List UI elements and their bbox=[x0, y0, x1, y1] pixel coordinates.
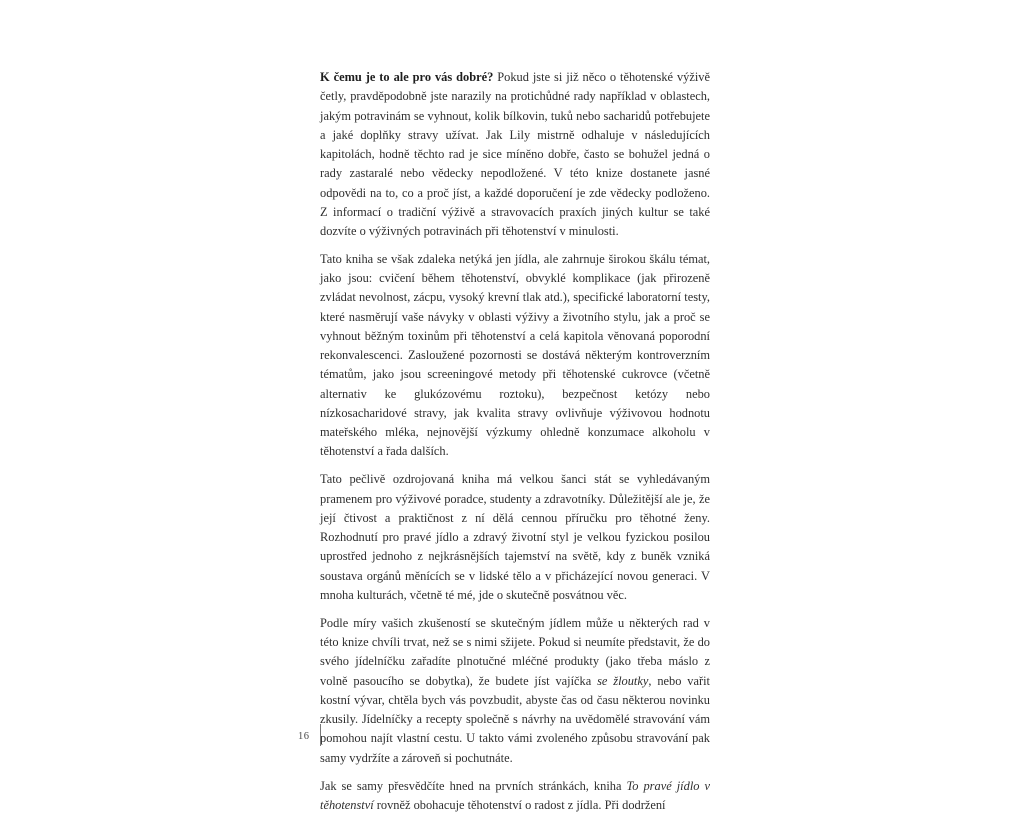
paragraph-2 bbox=[320, 250, 710, 462]
paragraph-text: Jak se samy přesvědčíte hned na prvních stránkách, kniha bbox=[320, 779, 627, 793]
body-text bbox=[320, 68, 710, 815]
paragraph-4 bbox=[320, 614, 710, 768]
paragraph-5 bbox=[320, 777, 710, 815]
book-title-emphasis: To pravé jídlo v těhotenství bbox=[320, 779, 710, 812]
paragraph-1 bbox=[320, 68, 710, 241]
paragraph-text: Tato kniha se však zdaleka netýká jen jídla, ale zahrnuje širokou škálu témat, jako jsou: cvičení během těhotenství, obvyklé komplikace (jak přirozeně zvládat nevolnost, zácpu, vysoký krevní tlak atd.), specifické laboratorní testy, které nasměrují vaše návyky v oblasti výživy a životního stylu, jak a proč se vyhnout běžným toxinům při těhotenství a celá kapitola věnovaná poporodní rekonvalescenci. Zasloužené pozornosti se dostává některým kontroverzním tématům, jako jsou screeningové metody při těhotenské cukrovce (včetně alternativ ke glukózovému roztoku), bezpečnost ketózy nebo nízkosacharidové stravy, jak kvalita stravy ovlivňuje výživovou hodnotu mateřského mléka, nejnovější výzkumy ohledně konzumace alkoholu v těhotenství a řada dalších. bbox=[320, 252, 710, 459]
paragraph-text: , nebo vařit kostní vývar, chtěla bych vás povzbudit, abyste čas od času některou novinku zkusily. Jídelníčky a recepty společně s návrhy na uvědomělé stravování vám pomohou najít vlastní cestu. U takto vámi zvoleného způsobu stravování pak samy vydržíte a zároveň si pochutnáte. bbox=[320, 674, 710, 765]
paragraph-text: Tato pečlivě ozdrojovaná kniha má velkou šanci stát se vyhledávaným pramenem pro výživové poradce, studenty a zdravotníky. Důležitější ale je, že její čtivost a praktičnost z ní dělá cennou příručku pro těhotné ženy. Rozhodnutí pro pravé jídlo a zdravý životní styl je velkou fyzickou posilou uprostřed jednoho z nejkrásnějších tajemství na světě, kdy z buněk vzniká soustava orgánů měnících se v lidské tělo a v přicházející novou generaci. V mnoha kulturách, včetně té mé, jde o skutečně posvátnou věc. bbox=[320, 472, 710, 602]
paragraph-lead-in: K čemu je to ale pro vás dobré? bbox=[320, 70, 493, 84]
paragraph-text: Pokud jste si již něco o těhotenské výživě četly, pravděpodobně jste narazily na protichůdné rady například v oblastech, jakým potravinám se vyhnout, kolik bílkovin, tuků nebo sacharidů potřebujete a jaké doplňky stravy užívat. Jak Lily mistrně odhaluje v následujících kapitolách, hodně těchto rad je sice míněno dobře, často se bohužel jedná o rady zastaralé nebo vědecky nepodložené. V této knize dostanete jasné odpovědi na to, co a proč jíst, a každé doporučení je zde vědecky podloženo. Z informací o tradiční výživě a stravovacích praxích jiných kultur se také dozvíte o výživných potravinách při těhotenství v minulosti. bbox=[320, 70, 710, 238]
paragraph-3 bbox=[320, 470, 710, 605]
emphasis-text: se žloutky bbox=[597, 674, 648, 688]
folio-divider bbox=[320, 724, 321, 746]
paragraph-text: rovněž obohacuje těhotenství o radost z jídla. Při dodržení bbox=[374, 798, 666, 812]
page-number: 16 bbox=[298, 731, 310, 742]
paragraph-text: Podle míry vašich zkušeností se skutečným jídlem může u některých rad v této knize chvíli trvat, než se s nimi sžijete. Pokud si neumíte představit, že do svého jídelníčku zařadíte plnotučné mléčné produkty (jako třeba máslo z volně pasoucího se dobytka), že budete jíst vajíčka bbox=[320, 616, 710, 688]
